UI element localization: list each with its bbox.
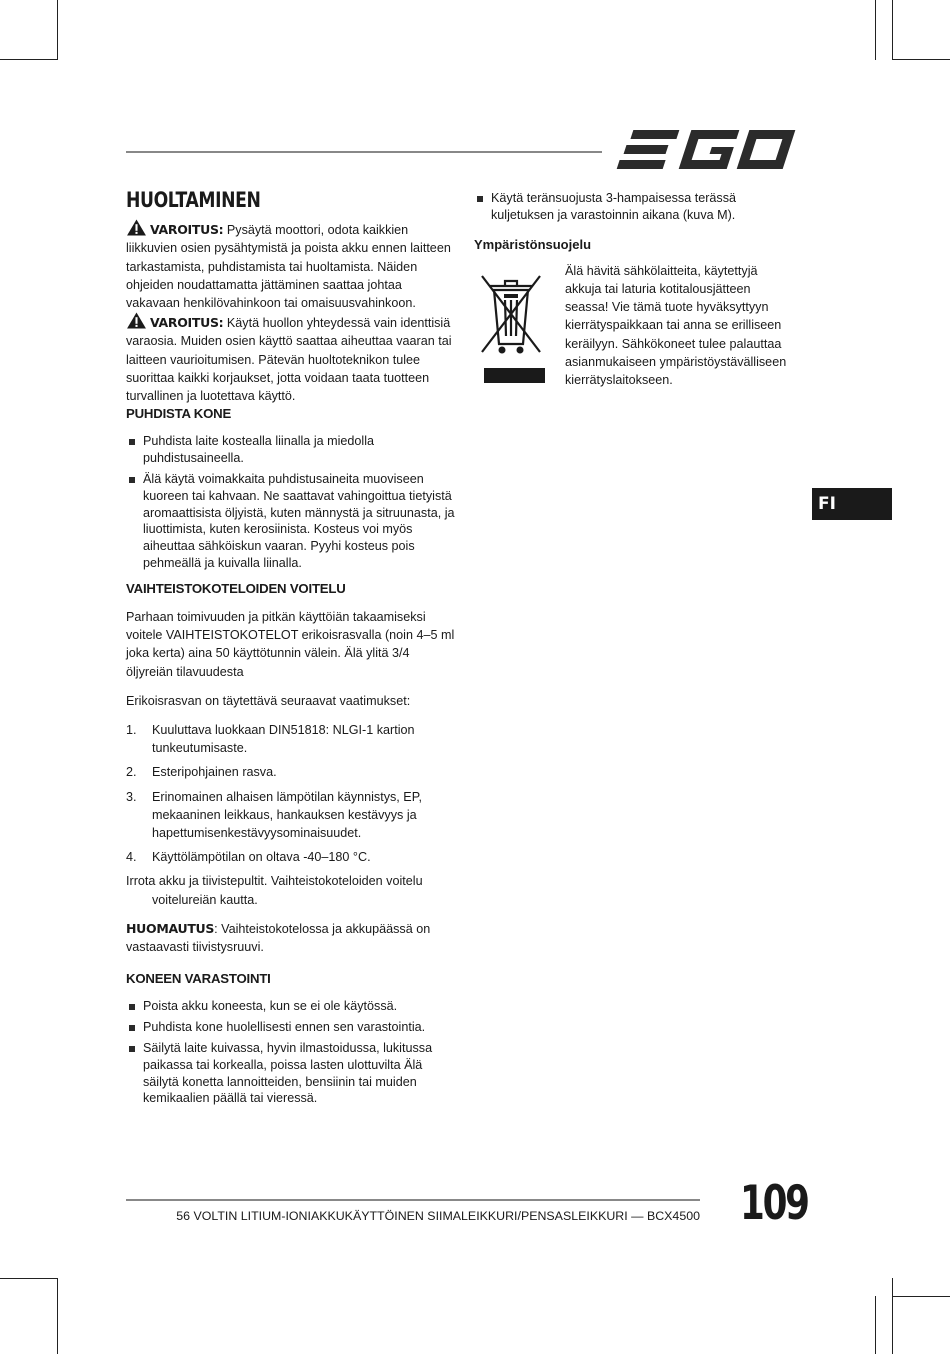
page-number: 109 — [740, 1176, 808, 1231]
left-column — [126, 190, 456, 1115]
crop-mark — [892, 1278, 893, 1354]
requirements-list — [126, 721, 456, 866]
crop-mark — [875, 1296, 876, 1354]
ego-logo — [616, 128, 800, 172]
warning-label: VAROITUS: — [150, 222, 224, 238]
crop-mark — [892, 0, 893, 60]
warning-text: Käytä huollon yhteydessä vain identtisiä varaosia. Muiden osien käyttö saattaa aiheuttaa vaaran tai laitteen vaurioitumisen. Pätevän huoltoteknikon tulee suorittaa kaikki korjaukset, jotta voidaan taata tuotteen turvallinen ja luotettava käyttö. — [126, 316, 452, 404]
list-item: 3. Erinomainen alhaisen lämpötilan käynnistys, EP, mekaaninen leikkaus, hankauksen kestävyys ja hapettumisenkestävyysominaisuudet. — [126, 789, 422, 841]
warning-2 — [126, 312, 456, 405]
crop-mark — [57, 0, 58, 60]
crop-mark — [0, 59, 58, 60]
header-rule — [126, 151, 602, 153]
section-heading-clean: PUHDISTA KONE — [126, 406, 232, 422]
warning-1 — [126, 219, 456, 312]
bullet-square-icon — [129, 1004, 135, 1010]
transport-list — [474, 190, 792, 224]
warning-label: VAROITUS: — [150, 315, 224, 331]
warning-triangle-icon — [126, 312, 147, 329]
list-item: Käytä teränsuojusta 3-hampaisessa terässä kuljetuksen ja varastoinnin aikana (kuva M). — [474, 190, 792, 224]
note-label: HUOMAUTUS — [126, 920, 215, 936]
list-item: Älä käytä voimakkaita puhdistusaineita muoviseen kuoreen tai kahvaan. Ne saattavat vahingoittua tietyistä aromaattisista öljyistä, kuten männystä ja sitruunasta, ja liuottimista, kuten kerosiinista. Kosteus voi myös aiheuttaa sähköiskun vaaran. Pyyhi kosteus pois pehmeällä ja kuivalla liinalla. — [126, 471, 456, 572]
bullet-square-icon — [129, 1046, 135, 1052]
paragraph: Irrota akku ja tiivistepultit. Vaihteistokoteloiden voitelu voitelureiän kautta. — [126, 874, 423, 907]
crossed-out-bin-icon — [474, 266, 548, 384]
section-heading-storage: KONEEN VARASTOINTI — [126, 971, 271, 987]
paragraph: Parhaan toimivuuden ja pitkän käyttöiän takaamiseksi voitele VAIHTEISTOKOTELOT erikoisrasvalla (noin 4–5 ml joka kerta) aina 50 käyttötunnin välein. Älä ylitä 3/4 öljyreiän tilavuudesta — [126, 610, 455, 679]
crop-mark — [0, 1278, 58, 1279]
warning-triangle-icon — [126, 219, 147, 236]
list-item: 2. Esteripohjainen rasva. — [126, 765, 277, 780]
paragraph: Erikoisrasvan on täytettävä seuraavat vaatimukset: — [126, 693, 411, 708]
section-heading-grease: VAIHTEISTOKOTELOIDEN VOITELU — [126, 580, 346, 596]
clean-list — [126, 433, 456, 571]
list-item: Säilytä laite kuivassa, hyvin ilmastoidussa, lukitussa paikassa tai korkealla, poissa lasten ulottuviltа Älä säilytä konetta lannoitteiden, bensiinin tai muiden kemikaalien päällä tai vieressä. — [126, 1040, 456, 1107]
list-item: 1. Kuuluttava luokkaan DIN51818: NLGI-1 kartion tunkeutumisaste. — [126, 723, 415, 756]
right-column — [474, 190, 792, 389]
crop-mark — [57, 1278, 58, 1354]
list-item: Puhdista laite kostealla liinalla ja miedolla puhdistusaineella. — [126, 433, 456, 467]
bullet-square-icon — [129, 439, 135, 445]
footer-rule — [126, 1199, 700, 1201]
note: HUOMAUTUS: Vaihteistokotelossa ja akkupäässä on vastaavasti tiivistysruuvi. — [126, 920, 431, 955]
page-title: HUOLTAMINEN — [126, 188, 261, 212]
bullet-square-icon — [129, 1025, 135, 1031]
environment-text: Älä hävitä sähkölaitteita, käytettyjä akkuja tai laturia kotitalousjätteen seassa! Vie tämä tuote hyväksyttyyn kierrätyspaikkaan tai anna se erilliseen keräilyyn. Sähkökoneet tulee palauttaa asianmukaiseen ympäristöystävälliseen kierrätyslaitokseen. — [565, 263, 787, 388]
crop-mark — [875, 0, 876, 60]
footer-title: 56 VOLTIN LITIUM-IONIAKKUKÄYTTÖINEN SIIMALEIKKURI/PENSASLEIKKURI — BCX4500 — [176, 1209, 700, 1223]
warning-text: Pysäytä moottori, odota kaikkien liikkuvien osien pysähtymistä ja poista akku ennen laitteen tarkastamista, puhdistamista tai huoltamista. Näiden ohjeiden noudattamatta jättäminen saattaa johtaa vakavaan henkilövahinkoon tai omaisuusvahinkoon. — [126, 223, 451, 311]
bullet-square-icon — [129, 477, 135, 483]
environment-heading: Ympäristönsuojelu — [474, 236, 592, 252]
crop-mark — [892, 59, 950, 60]
list-item: 4. Käyttölämpötilan on oltava -40–180 °C. — [126, 850, 371, 865]
language-tab: FI — [812, 488, 892, 520]
storage-list — [126, 998, 456, 1107]
crop-mark — [892, 1296, 950, 1297]
list-item: Puhdista kone huolellisesti ennen sen varastointia. — [126, 1019, 456, 1036]
bullet-square-icon — [477, 196, 483, 202]
list-item: Poista akku koneesta, kun se ei ole käytössä. — [126, 998, 456, 1015]
environment-block — [474, 262, 792, 389]
